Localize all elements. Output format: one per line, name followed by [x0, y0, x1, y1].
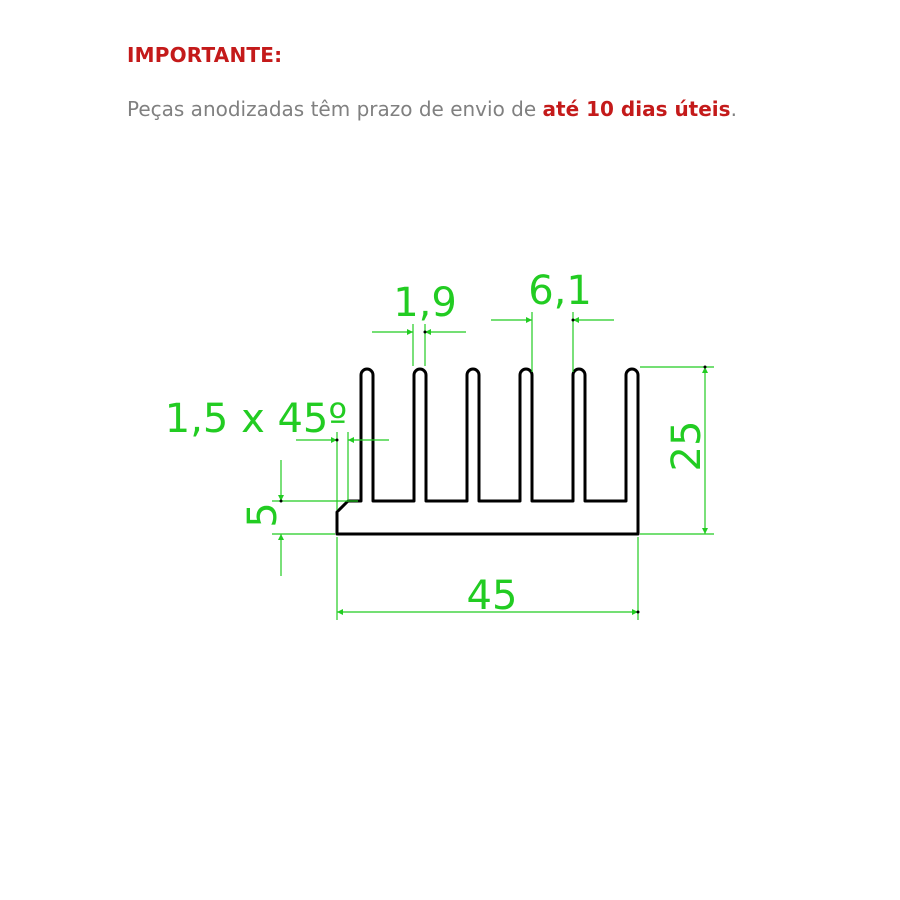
notice-text-after: .	[730, 97, 737, 121]
notice-title: IMPORTANTE:	[127, 43, 283, 67]
dim-fin-spacing-label: 6,1	[528, 268, 592, 314]
dim-chamfer-label: 1,5 x 45º	[164, 396, 348, 442]
dim-height-label: 25	[664, 420, 710, 472]
dim-base-height-label: 5	[240, 502, 286, 528]
notice-text-before: Peças anodizadas têm prazo de envio de	[127, 97, 543, 121]
dim-fin-thickness-label: 1,9	[393, 280, 457, 326]
notice-highlight: até 10 dias úteis	[542, 97, 731, 121]
heatsink-profile	[337, 369, 638, 534]
dim-width-label: 45	[466, 573, 518, 619]
